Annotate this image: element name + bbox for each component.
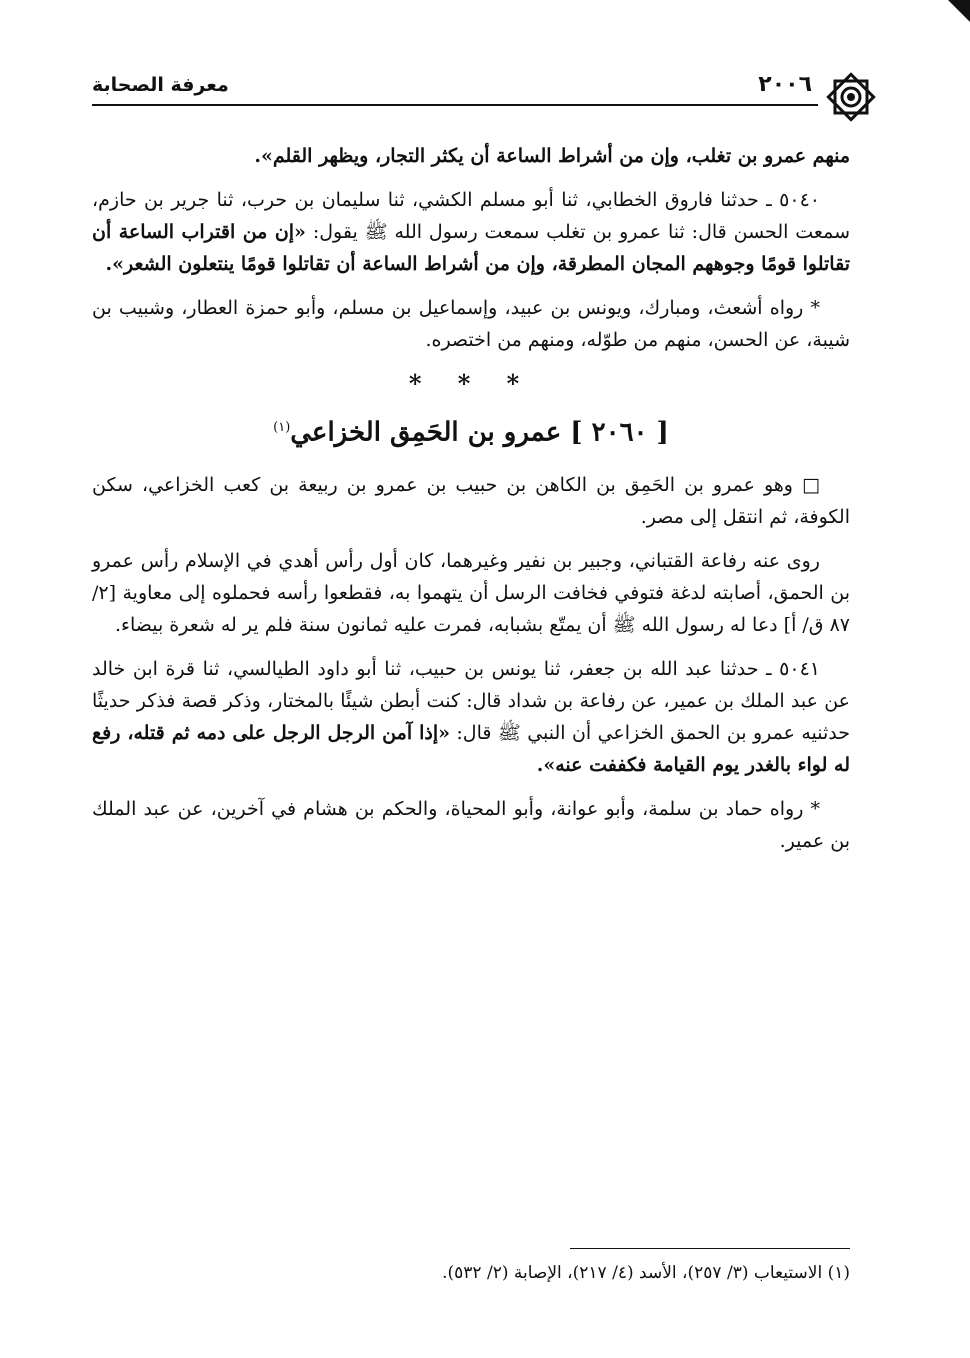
page-body	[92, 140, 850, 869]
footnotes	[92, 1248, 850, 1287]
section-separator: * * *	[408, 369, 534, 398]
paragraph-hadith-end: منهم عمرو بن تغلب، وإن من أشراط الساعة أن يكثر التجار، ويظهر القلم».	[254, 145, 850, 167]
paragraph-narration-info: روى عنه رفاعة القتباني، وجبير بن نفير وغيرهما، كان أول رأس أهدي في الإسلام رأس عمرو بن الحمق، أصابته لدغة فتوفي فخافت الرسل أن يتهموا به، فقطعوا رأسه فحملوه إلى معاوية [٢/ ٨٧ ق/ أ] دعا له رسول الله ﷺ أن يمتّع بشبابه، فمرت عليه ثمانون سنة فلم ير له شعرة بيضاء.	[92, 549, 850, 636]
hadith-5041: «إذا آمن الرجل الرجل على دمه ثم قتله، رفع له لواء بالغدر يوم القيامة فكففت عنه».	[92, 721, 850, 776]
paragraph-narrators-1: * رواه أشعث، ومبارك، ويونس بن عبيد، وإسماعيل بن مسلم، وأبو حمزة العطار، وشبيب بن شيبة، عن الحسن، منهم من طوّله، ومنهم من اختصره.	[92, 297, 850, 351]
hadith-5040: «إن من اقتراب الساعة أن تقاتلوا قومًا وجوههم المجان المطرقة، وإن من أشراط الساعة أن تقاتلوا قومًا ينتعلون الشعر».	[92, 221, 850, 275]
page-number: ٢٠٠٦	[758, 72, 812, 97]
page-header	[92, 62, 878, 124]
isnad-5040: ٥٠٤٠ ـ حدثنا فاروق الخطابي، ثنا أبو مسلم الكشي، ثنا سليمان بن حرب، ثنا جرير بن حازم، سمعت الحسن قال: ثنا عمرو بن تغلب سمعت رسول الله ﷺ يقول:	[92, 189, 851, 243]
ornament-icon	[824, 70, 878, 124]
paragraph-narrators-2: * رواه حماد بن سلمة، وأبو عوانة، وأبو المحياة، والحكم بن هشام في آخرين، عن عبد الملك بن عمير.	[92, 797, 850, 852]
footnote-1: (١) الاستيعاب (٣/ ٢٥٧)، الأسد (٤/ ٢١٧)، الإصابة (٢/ ٥٣٢).	[442, 1263, 850, 1283]
section-heading	[92, 412, 850, 449]
paragraph-5041	[92, 653, 850, 781]
isnad-5041: ٥٠٤١ ـ حدثنا عبد الله بن جعفر، ثنا يونس بن حبيب، ثنا أبو داود الطيالسي، ثنا قرة ابن خالد عن عبد الملك بن عمير، عن رفاعة بن شداد قال: كنت أبطن شيئًا بالمختار، وذكر قصة فذكر حديثًا حدثنيه عمرو بن الحمق الخزاعي أن النبي ﷺ قال:	[92, 657, 851, 744]
heading-footnote-marker: (١)	[273, 420, 291, 435]
paragraph-biography: □ وهو عمرو بن الحَمِق بن الكاهن بن حبيب بن عمرو بن ربيعة بن كعب الخزاعي، سكن الكوفة، ثم انتقل إلى مصر.	[92, 473, 850, 528]
paragraph-5040	[92, 184, 850, 280]
running-title: معرفة الصحابة	[92, 74, 229, 96]
corner-mark	[948, 0, 970, 22]
footnote-rule	[570, 1248, 850, 1249]
header-rule	[92, 104, 818, 106]
heading-text: [ ٢٠٦٠ ] عمرو بن الحَمِق الخزاعي	[290, 417, 669, 448]
